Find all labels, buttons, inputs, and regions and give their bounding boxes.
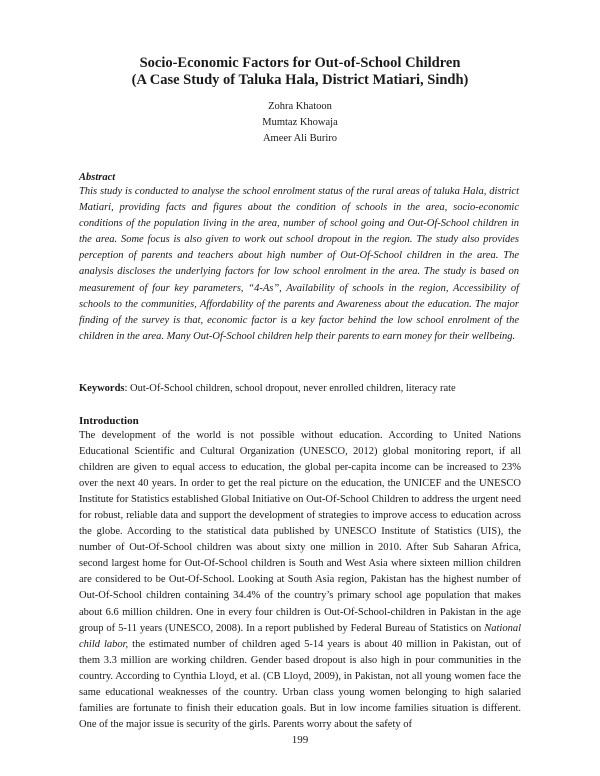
author-1: Zohra Khatoon — [268, 101, 332, 112]
keywords-label: Keywords — [79, 383, 125, 394]
introduction-text — [79, 428, 521, 733]
keywords — [79, 381, 524, 397]
author-3: Ameer Ali Buriro — [262, 133, 338, 144]
introduction-heading: Introduction — [79, 415, 139, 427]
intro-text-part-1: The development of the world is not possible without education. According to United Nations Educational Scientific and Cultural Organization (UNESCO, 2012) global monitoring report, if all children are given to equal access to education, the global per-capita income can be increased to 23% over the next 40 years. In order to get the real picture on the education, the UNICEF and the UNESCO Institute for Statistics established Global Initiative on Out-Of-School Children to address the urgent need for robust, reliable data and support the development of strategies to improve access to education across the globe. According to the statistical data published by UNESCO Institute of Statistics (UIS), the number of Out-Of-School children was about sixty one million in 2010. After Sub Saharan Africa, second largest home for Out-Of-School children is South and West Asia where sixteen million children are considered to be Out-Of-School. Looking at South Asia region, Pakistan has the highest number of Out-Of-School children containing 34.4% of the country’s primary school age population that makes about 6.6 million children. One in every four children is Out-Of-School-children in Pakistan in the age group of 5-11 years (UNESCO, 2008). In a report published by Federal Bureau of Statistics on — [79, 430, 521, 634]
intro-italic-report-title: National child labor, — [79, 622, 521, 650]
author-2: Mumtaz Khowaja — [262, 117, 338, 128]
intro-text-part-2: the estimated number of children aged 5-14 years is about 40 million in Pakistan, out of them 3.3 million are working children. Gender based dropout is also high in pour communities in the country. According to Cynthia Lloyd, et al. (CB Lloyd, 2009), in Pakistan, not all young women face the same educational weaknesses of the country. Urban class young women belonging to high salaried families are fortunate to finish their education goals. But in low income families situation is different. One of the major issue is security of the girls. Parents worry about the safety of — [79, 638, 521, 730]
paper-title-line-1: Socio-Economic Factors for Out-of-School Children — [139, 55, 461, 71]
paper-title-line-2: (A Case Study of Taluka Hala, District Matiari, Sindh) — [131, 72, 469, 88]
page-number: 199 — [291, 734, 309, 746]
abstract-text: This study is conducted to analyse the school enrolment status of the rural areas of taluka Hala, district Matiari, providing facts and figures about the condition of schools in the area, socio-economic conditions of the population living in the area, number of school going and Out-Of-School children in the area. Some focus is also given to work out school dropout in the region. The study also provides perception of parents and teachers about high number of Out-Of-School children in the area. The analysis discloses the underlying factors for low school enrolment in the area. The study is based on measurement of four key parameters, “4-As”, Availability of schools in the region, Accessibility of schools to the communities, Affordability of the parents and Awareness about the education. The major finding of the survey is that, economic factor is a key factor behind the low school enrolment of the children in the area. Many Out-Of-School children help their parents to earn money for their wellbeing. — [79, 186, 519, 342]
abstract-heading: Abstract — [79, 172, 116, 183]
keywords-text: : Out-Of-School children, school dropout, never enrolled children, literacy rate — [124, 383, 456, 394]
